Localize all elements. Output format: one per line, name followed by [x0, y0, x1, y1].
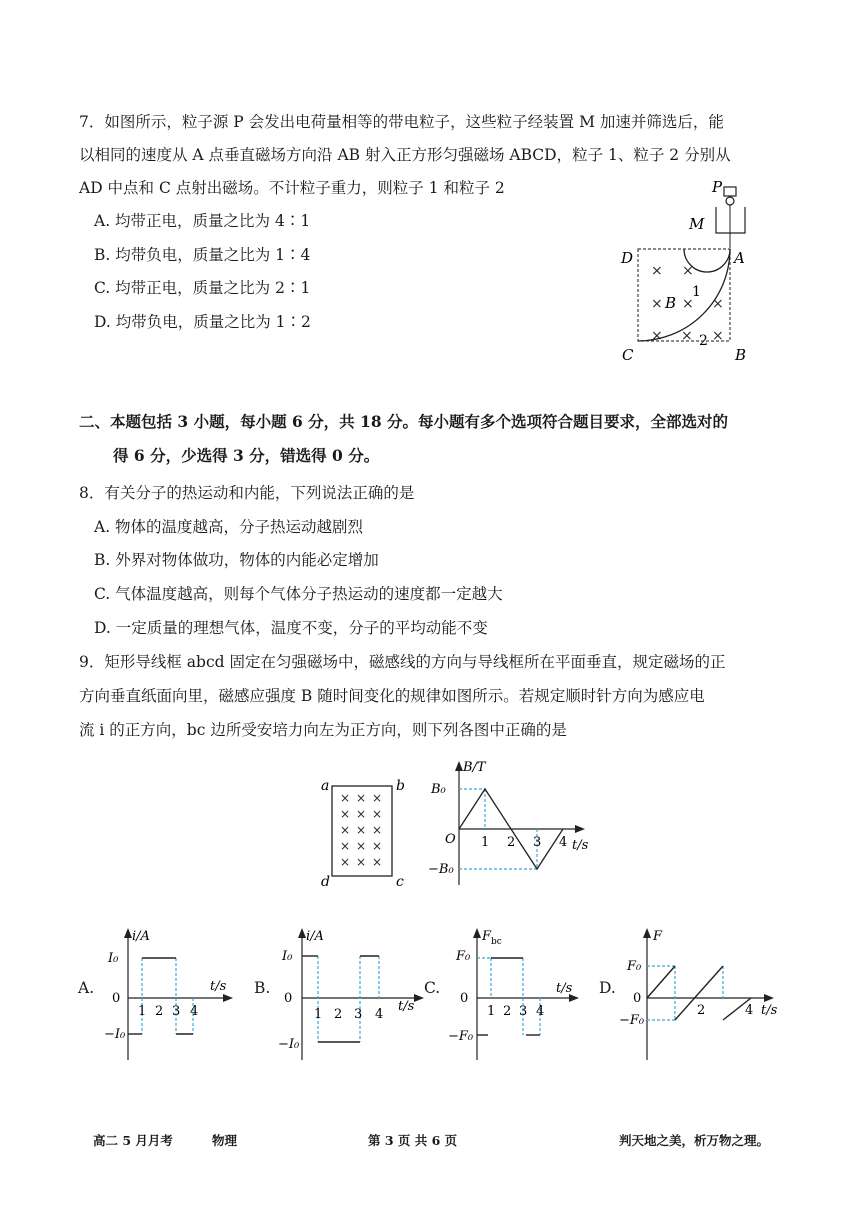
- cross-mark: ×: [372, 807, 383, 821]
- q7-label-m: M: [689, 215, 705, 233]
- q8-option-a: A. 物体的温度越高，分子热运动越剧烈: [94, 518, 364, 536]
- d-neg: −F₀: [619, 1013, 645, 1028]
- q7-label-c: C: [622, 346, 634, 364]
- d-tick: 2: [697, 1003, 706, 1018]
- b-ylabel: i/A: [306, 929, 324, 944]
- bt-xlabel: t/s: [572, 838, 589, 853]
- section-2-heading-line-1: 二、本题包括 3 小题，每小题 6 分，共 18 分。每小题有多个选项符合题目要求，全部选对的: [79, 412, 729, 431]
- a-tick: 1: [138, 1004, 147, 1019]
- footer-page-number: 第 3 页 共 6 页: [368, 1133, 458, 1148]
- bt-neg-label: −B₀: [428, 862, 454, 877]
- cross-mark: ×: [356, 855, 367, 869]
- c-curve: [477, 958, 540, 1035]
- q9-stem-line-1: 9．矩形导线框 abcd 固定在匀强磁场中，磁感线的方向与导线框所在平面垂直，规定磁场的正: [79, 653, 726, 671]
- q7-option-c: C. 均带正电，质量之比为 2∶1: [94, 279, 311, 297]
- cross-mark: ×: [372, 855, 383, 869]
- cross-mark: ×: [682, 296, 694, 312]
- q9-stem-line-3: 流 i 的正方向，bc 边所受安培力向左为正方向，则下列各图中正确的是: [79, 721, 567, 739]
- q9-option-d-letter: D.: [599, 979, 616, 997]
- cross-mark: ×: [356, 791, 367, 805]
- q7-label-particle-1: 1: [692, 284, 701, 300]
- a-tick: 4: [190, 1004, 199, 1019]
- b-xlabel: t/s: [398, 999, 415, 1014]
- q7-stem-line-1: 7．如图所示，粒子源 P 会发出电荷量相等的带电粒子，这些粒子经装置 M 加速并筛选后，能: [79, 113, 724, 131]
- q7-option-b: B. 均带负电，质量之比为 1∶4: [94, 246, 311, 264]
- cross-mark: ×: [340, 791, 351, 805]
- q9-option-b-graph: [274, 920, 424, 1065]
- cross-mark: ×: [340, 855, 351, 869]
- cross-mark: ×: [356, 839, 367, 853]
- bt-tick: 3: [533, 835, 542, 850]
- a-zero: 0: [112, 991, 121, 1006]
- b-pos: I₀: [282, 949, 293, 964]
- q8-option-c: C. 气体温度越高，则每个气体分子热运动的速度都一定越大: [94, 585, 503, 603]
- q7-label-particle-2: 2: [699, 333, 708, 349]
- c-tick: 3: [519, 1004, 528, 1019]
- a-pos: I₀: [108, 951, 119, 966]
- q9-option-a-letter: A.: [78, 979, 95, 997]
- frame-crosses: [340, 791, 382, 869]
- d-ylabel: F: [653, 929, 663, 944]
- c-xlabel: t/s: [556, 981, 573, 996]
- b-curve: [302, 956, 379, 1042]
- q9-option-c-letter: C.: [424, 979, 441, 997]
- b-tick: 1: [314, 1007, 323, 1022]
- q8-stem: 8．有关分子的热运动和内能，下列说法正确的是: [79, 484, 415, 502]
- q7-stem-line-2: 以相同的速度从 A 点垂直磁场方向沿 AB 射入正方形匀强磁场 ABCD，粒子 1、粒子 2 分别从: [79, 146, 731, 164]
- c-ysub: bc: [491, 937, 502, 947]
- b-tick: 3: [354, 1007, 363, 1022]
- d-xlabel: t/s: [761, 1003, 778, 1018]
- c-zero: 0: [460, 991, 469, 1006]
- d-tick: 4: [745, 1003, 754, 1018]
- q8-option-b: B. 外界对物体做功，物体的内能必定增加: [94, 551, 379, 569]
- frame-label-b: b: [396, 778, 405, 794]
- b-neg: −I₀: [278, 1037, 300, 1052]
- cross-mark: ×: [651, 263, 663, 279]
- d-pos: F₀: [627, 959, 642, 974]
- q9-b-t-graph: [425, 755, 610, 890]
- q9-option-d-graph: [619, 920, 784, 1065]
- cross-mark: ×: [372, 791, 383, 805]
- a-curve: [128, 958, 193, 1034]
- cross-mark: ×: [682, 263, 694, 279]
- cross-mark: ×: [712, 328, 724, 344]
- cross-mark: ×: [340, 839, 351, 853]
- b-tick: 2: [334, 1007, 343, 1022]
- footer-motto: 判天地之美，析万物之理。: [619, 1133, 770, 1148]
- cross-mark: ×: [712, 296, 724, 312]
- d-zero: 0: [633, 991, 642, 1006]
- cross-mark: ×: [340, 823, 351, 837]
- c-neg: −F₀: [448, 1029, 474, 1044]
- q9-option-b-letter: B.: [254, 979, 271, 997]
- q7-magnetic-field-figure: [615, 175, 765, 370]
- q7-label-field: B: [665, 294, 677, 312]
- q7-option-d: D. 均带负电，质量之比为 1∶2: [94, 313, 311, 331]
- section-2-heading-line-2: 得 6 分，少选得 3 分，错选得 0 分。: [113, 446, 380, 465]
- frame-label-d: d: [321, 874, 330, 890]
- q7-label-p: P: [712, 178, 723, 196]
- frame-label-a: a: [321, 778, 330, 794]
- q9-option-c-graph: [444, 920, 584, 1065]
- q9-stem-line-2: 方向垂直纸面向里，磁感应强度 B 随时间变化的规律如图所示。若规定顺时针方向为感应电: [79, 687, 705, 705]
- cross-mark: ×: [372, 823, 383, 837]
- c-pos: F₀: [456, 949, 471, 964]
- footer-subject: 物理: [212, 1133, 238, 1148]
- bt-pos-label: B₀: [431, 782, 446, 797]
- cross-mark: ×: [372, 839, 383, 853]
- c-tick: 4: [536, 1004, 545, 1019]
- c-ylabel: F: [482, 929, 492, 944]
- a-neg: −I₀: [104, 1027, 126, 1042]
- cross-mark: ×: [340, 807, 351, 821]
- q9-option-a-graph: [98, 920, 238, 1065]
- q7-label-d: D: [621, 249, 634, 267]
- b-zero: 0: [284, 991, 293, 1006]
- cross-mark: ×: [651, 296, 663, 312]
- c-tick: 2: [503, 1004, 512, 1019]
- a-xlabel: t/s: [210, 979, 227, 994]
- q7-option-a: A. 均带正电，质量之比为 4∶1: [94, 212, 311, 230]
- bt-tick: 4: [559, 835, 568, 850]
- q7-label-a: A: [734, 249, 745, 267]
- cross-mark: ×: [681, 328, 693, 344]
- frame-label-c: c: [396, 874, 404, 890]
- q7-stem-line-3: AD 中点和 C 点射出磁场。不计粒子重力，则粒子 1 和粒子 2: [79, 179, 505, 197]
- bt-tick: 1: [481, 835, 490, 850]
- a-tick: 2: [155, 1004, 164, 1019]
- bt-tick: 2: [507, 835, 516, 850]
- cross-mark: ×: [356, 807, 367, 821]
- cross-mark: ×: [651, 328, 663, 344]
- c-tick: 1: [487, 1004, 496, 1019]
- a-tick: 3: [172, 1004, 181, 1019]
- b-tick: 4: [375, 1007, 384, 1022]
- q7-label-b: B: [735, 346, 747, 364]
- q8-option-d: D. 一定质量的理想气体，温度不变，分子的平均动能不变: [94, 619, 488, 637]
- bt-origin: O: [445, 832, 456, 847]
- a-ylabel: i/A: [132, 929, 150, 944]
- cross-mark: ×: [356, 823, 367, 837]
- bt-ylabel: B/T: [463, 760, 486, 775]
- footer-exam-name: 高二 5 月月考: [93, 1133, 173, 1148]
- q9-wire-frame-figure: [318, 775, 413, 890]
